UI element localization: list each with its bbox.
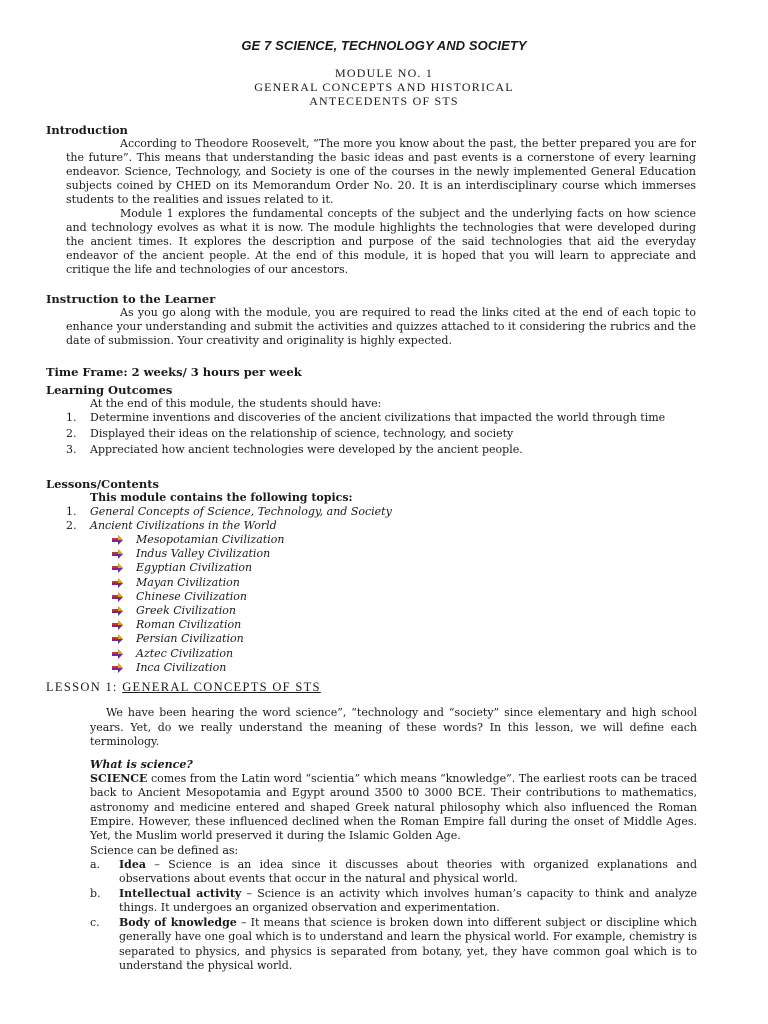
list-item: Greek Civilization	[112, 604, 284, 618]
definition-text: – It means that science is broken down into different subject or discipline which generally have one goal which is to understand and learn the physical world. For example, chemistry is separated to physics, and physics is separated from botany, yet, they have common goal which is to understand the physical world.	[119, 916, 697, 972]
definition-text: – Science is an activity which involves human’s capacity to think and analyze things. It undergoes an organized observation and experimentation.	[119, 887, 698, 915]
arrow-bullet-icon	[112, 563, 124, 573]
list-item: Aztec Civilization	[112, 647, 284, 661]
paragraph: Module 1 explores the fundamental concepts of the subject and the underlying facts on how science and technology evolves as what it is now. The module highlights the technologies that were developed during the ancient times. It explores the description and purpose of the said technologies that aid the everyday endeavor of the ancient people. At the end of this module, it is hoped that you will learn to appreciate and critique the life and technologies of our ancestors.	[66, 207, 696, 276]
course-header: GE 7 SCIENCE, TECHNOLOGY AND SOCIETY	[241, 38, 527, 53]
module-number: MODULE NO. 1	[334, 66, 434, 80]
lesson-title	[46, 680, 321, 695]
definition-term: Intellectual activity	[119, 887, 242, 901]
introduction-text	[66, 137, 696, 277]
list-item: Indus Valley Civilization	[112, 547, 284, 561]
list-item: Egyptian Civilization	[112, 561, 284, 575]
arrow-bullet-icon	[112, 606, 124, 616]
module-title-line: ANTECEDENTS OF STS	[309, 94, 459, 108]
topics-list	[66, 505, 392, 533]
module-title-line: GENERAL CONCEPTS AND HISTORICAL	[254, 80, 514, 94]
paragraph: As you go along with the module, you are required to read the links cited at the end of each topic to enhance your understanding and submit the activities and quizzes attached to it considering the rubrics and the date of submission. Your creativity and originality is highly expected.	[66, 306, 696, 347]
time-frame: Time Frame: 2 weeks/ 3 hours per week	[46, 365, 302, 379]
arrow-bullet-icon	[112, 634, 124, 644]
list-item: Inca Civilization	[112, 661, 284, 675]
module-title	[0, 66, 768, 108]
lesson-name: GENERAL CONCEPTS OF STS	[122, 680, 321, 694]
arrow-bullet-icon	[112, 535, 124, 545]
definition-intro: Science can be defined as:	[90, 844, 239, 857]
lesson-intro	[90, 706, 697, 750]
definition-text: – Science is an idea since it discusses about theories with organized explanations and observations about events that occur in the natural and physical world.	[119, 858, 697, 886]
outcomes-intro: At the end of this module, the students should have:	[90, 397, 382, 410]
civilizations-list	[112, 533, 284, 675]
list-item: Persian Civilization	[112, 632, 284, 646]
arrow-bullet-icon	[112, 549, 124, 559]
list-item: Mesopotamian Civilization	[112, 533, 284, 547]
arrow-bullet-icon	[112, 620, 124, 630]
lessons-heading: Lessons/Contents	[46, 477, 160, 491]
arrow-bullet-icon	[112, 592, 124, 602]
definitions-list	[90, 858, 697, 974]
list-item: 2. Ancient Civilizations in the World	[66, 519, 277, 532]
list-item: Roman Civilization	[112, 618, 284, 632]
lessons-intro: This module contains the following topics:	[90, 491, 353, 504]
list-item: 2. Displayed their ideas on the relationship of science, technology, and society	[66, 427, 514, 440]
definition-item: c. Body of knowledge – It means that science is broken down into different subject or discipline which generally have one goal which is to understand and learn the physical world. For example, chemistry is separated to physics, and physics is separated from botany, yet, they have common goal which is to understand the physical world.	[90, 916, 697, 972]
arrow-bullet-icon	[112, 649, 124, 659]
science-term: SCIENCE	[90, 772, 148, 785]
definition-item: b. Intellectual activity – Science is an activity which involves human’s capacity to think and analyze things. It undergoes an organized observation and experimentation.	[90, 887, 698, 915]
outcomes-list	[66, 411, 706, 457]
paragraph: We have been hearing the word science”, “technology and “society” since elementary and high school years. Yet, do we really understand the meaning of these words? In this lesson, we will define each terminology.	[90, 706, 697, 748]
definition-item: a. Idea – Science is an idea since it discusses about theories with organized explanations and observations about events that occur in the natural and physical world.	[90, 858, 697, 886]
definition-term: Idea	[119, 858, 146, 871]
outcomes-heading: Learning Outcomes	[46, 383, 173, 397]
instruction-heading: Instruction to the Learner	[46, 292, 216, 306]
arrow-bullet-icon	[112, 578, 124, 588]
paragraph: According to Theodore Roosevelt, “The more you know about the past, the better prepared you are for the future”. This means that understanding the basic ideas and past events is a cornerstone of every learning endeavor. Science, Technology, and Society is one of the courses in the newly implemented General Education subjects coined by CHED on its Memorandum Order No. 20. It is an interdisciplinary course which immerses students to the realities and issues related to it.	[66, 137, 696, 206]
list-item: 1. General Concepts of Science, Technology, and Society	[66, 505, 392, 518]
definition-term: Body of knowledge	[119, 916, 237, 930]
list-item: 3. Appreciated how ancient technologies were developed by the ancient people.	[66, 443, 523, 456]
science-paragraph	[90, 772, 697, 843]
lesson-label: LESSON 1:	[46, 680, 118, 694]
introduction-heading: Introduction	[46, 123, 128, 137]
question-heading: What is science?	[90, 758, 193, 771]
list-item: Chinese Civilization	[112, 590, 284, 604]
list-item: Mayan Civilization	[112, 576, 284, 590]
arrow-bullet-icon	[112, 663, 124, 673]
list-item: 1. Determine inventions and discoveries of the ancient civilizations that impacted the world through time	[66, 411, 666, 424]
instruction-text	[66, 306, 696, 348]
science-text: comes from the Latin word “scientia” which means “knowledge”. The earliest roots can be traced back to Ancient Mesopotamia and Egypt around 3500 t0 3000 BCE. Their contributions to mathematics, astronomy and medicine entered and shaped Greek natural philosophy which also influenced the Roman Empire. However, these influenced declined when the Roman Empire fall during the onset of Middle Ages. Yet, the Muslim world preserved it during the Islamic Golden Age.	[90, 772, 697, 843]
